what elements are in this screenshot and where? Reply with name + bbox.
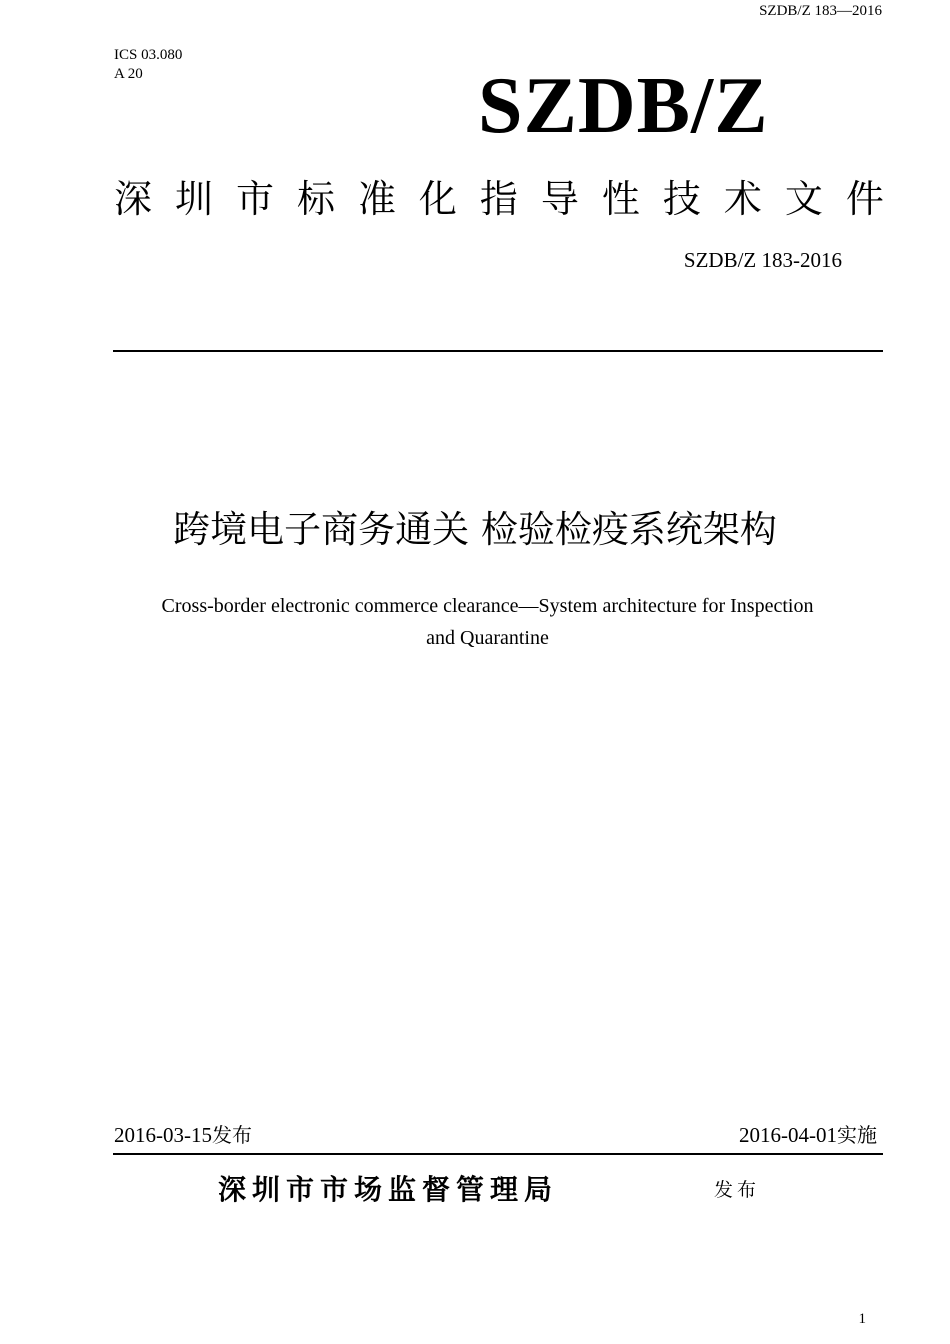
- document-type-char: 件: [845, 177, 884, 221]
- document-type-char: 标: [296, 177, 335, 221]
- issuer: 深圳市市场监督管理局: [218, 1173, 559, 1206]
- running-header: SZDB/Z 183—2016: [759, 3, 882, 19]
- document-type-char: 圳: [174, 177, 213, 221]
- bottom-divider: [113, 1153, 883, 1155]
- top-divider: [113, 350, 883, 352]
- issuer-suffix: 发布: [714, 1179, 761, 1201]
- document-type-char: 术: [723, 177, 762, 221]
- title-chinese: 跨境电子商务通关 检验检疫系统架构: [173, 508, 777, 551]
- effective-date: [739, 1122, 877, 1148]
- document-type-char: 深: [114, 177, 153, 221]
- document-type-char: 化: [418, 177, 457, 221]
- document-type-char: 准: [357, 177, 396, 221]
- document-type: [114, 176, 884, 222]
- ics-code: ICS 03.080: [114, 47, 183, 63]
- document-type-char: 性: [601, 177, 640, 221]
- document-type-char: 导: [540, 177, 579, 221]
- title-english-line: and Quarantine: [426, 627, 549, 649]
- document-type-char: 技: [662, 177, 701, 221]
- ccs-code: A 20: [114, 66, 143, 82]
- title-english-line: Cross-border electronic commerce clearance—System architecture for Inspection: [161, 595, 814, 617]
- effective-date-value: 2016-04-01: [739, 1123, 837, 1147]
- document-type-char: 指: [479, 177, 518, 221]
- document-number: SZDB/Z 183-2016: [683, 248, 842, 272]
- publish-date-value: 2016-03-15: [114, 1123, 212, 1147]
- document-type-char: 市: [235, 177, 274, 221]
- effective-label: 实施: [837, 1123, 877, 1147]
- document-type-char: 文: [784, 177, 823, 221]
- standard-code: SZDB/Z: [478, 62, 769, 150]
- publish-label: 发布: [212, 1123, 252, 1147]
- page-number: 1: [858, 1311, 866, 1327]
- publish-date: [114, 1122, 252, 1148]
- title-english: [110, 590, 865, 654]
